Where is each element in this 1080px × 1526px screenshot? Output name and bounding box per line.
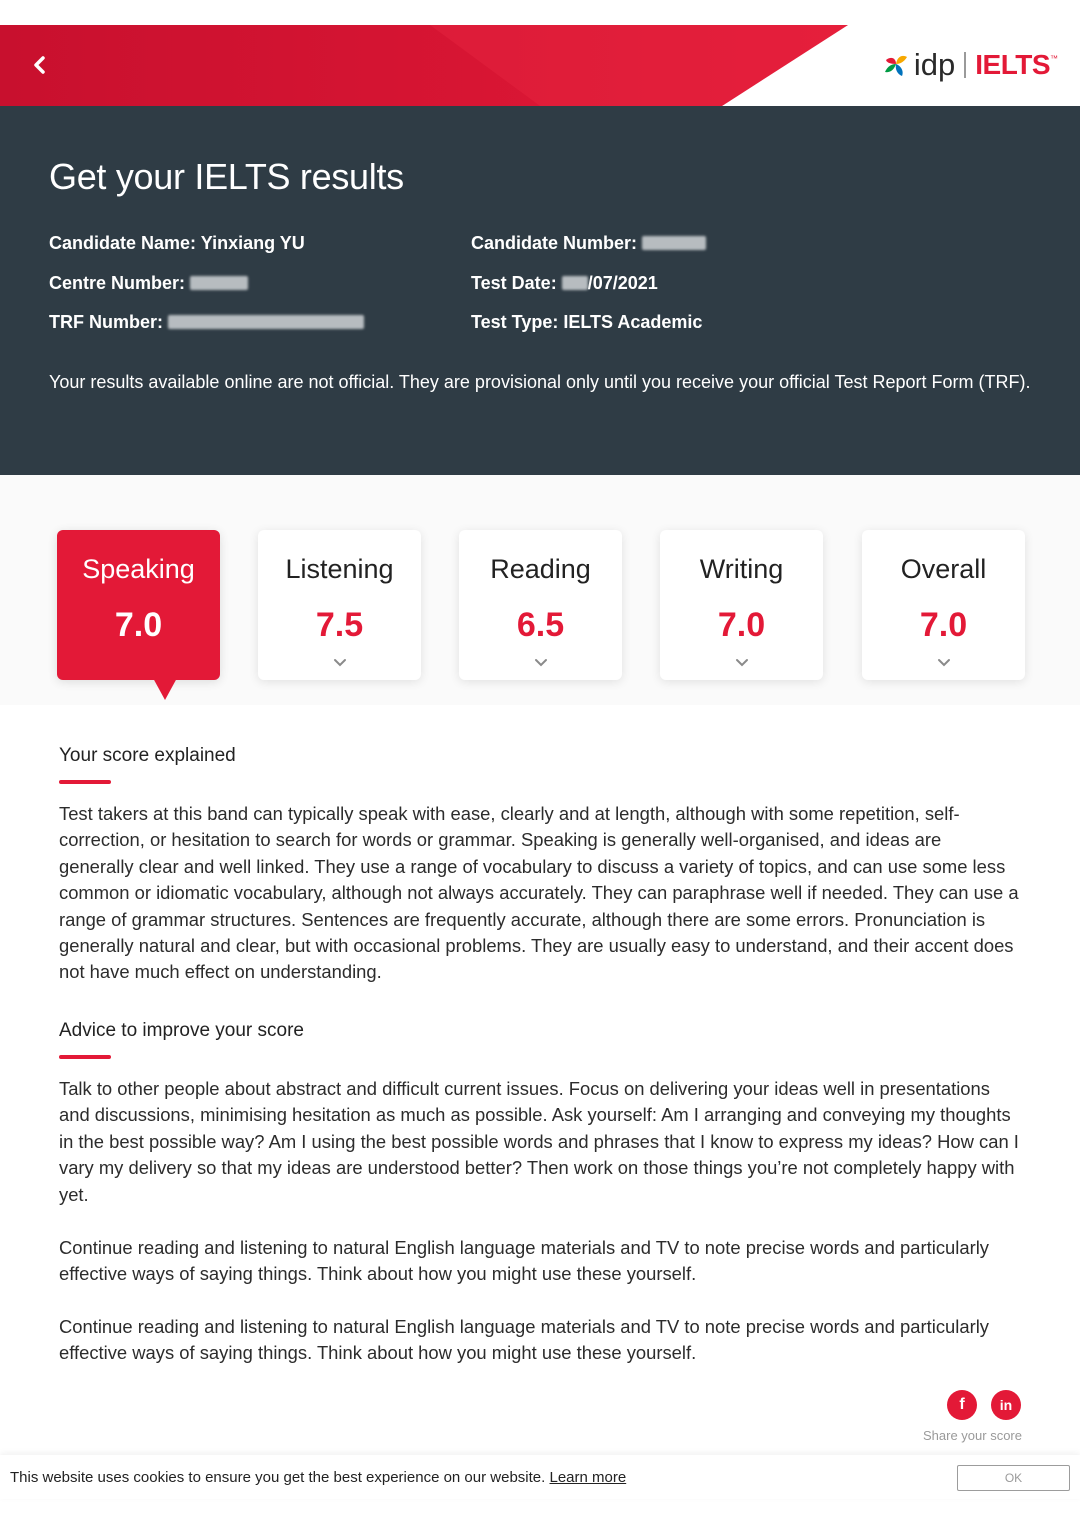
centre-number-label: Centre Number:	[49, 273, 186, 293]
chevron-left-icon	[22, 47, 58, 83]
score-card-writing[interactable]	[660, 530, 823, 680]
centre-number-row	[49, 273, 248, 294]
trf-number-label: TRF Number:	[49, 312, 163, 332]
back-button[interactable]	[22, 47, 58, 83]
test-date-label: Test Date:	[471, 273, 557, 293]
top-header	[0, 25, 1080, 106]
idp-ielts-logo	[882, 45, 1058, 85]
cookie-banner	[0, 1455, 1080, 1499]
test-date-value: /07/2021	[587, 273, 658, 293]
results-info-panel	[0, 106, 1080, 475]
score-explained-text: Test takers at this band can typically speak with ease, clearly and at length, although with some repetition, self-correction, or hesitation to search for words or grammar. Speaking is generally well-organised, and ideas are generally clear and well linked. They use a range of vocabulary to discuss a variety of topics, and can use some less common or idiomatic vocabulary, although not always accurately. They can paraphrase well if needed. They can use a range of grammar structures. Sentences are frequently accurate, although there are some errors. Pronunciation is generally natural and clear, but with occasional problems. They are usually easy to understand, and their accent does not have much effect on understanding.	[59, 803, 1019, 983]
score-card-reading[interactable]	[459, 530, 622, 680]
advice-paragraph: Talk to other people about abstract and difficult current issues. Focus on delivering your ideas well in presentations and discussions, minimising hesitation as much as possible. Ask yourself: Am I arranging and conveying my thoughts in the best possible way? Am I using the best possible words and phrases that I know to express my ideas? How can I vary my delivery so that my ideas are understood better? Then work on those things you’re not completely happy with yet.	[59, 1078, 1019, 1205]
candidate-name-value: Yinxiang YU	[200, 233, 305, 253]
share-label: Share your score	[923, 1428, 1022, 1443]
chevron-down-icon	[937, 658, 951, 668]
heading-underline	[59, 1055, 111, 1059]
score-card-label: Listening	[285, 554, 394, 584]
header-red-banner	[0, 25, 860, 106]
chevron-down-icon	[534, 658, 548, 668]
chevron-down-icon	[735, 658, 749, 668]
candidate-name-label: Candidate Name:	[49, 233, 197, 253]
facebook-share-button[interactable]	[947, 1390, 977, 1420]
advice-paragraph: Continue reading and listening to natural English language materials and TV to note precise words and particularly effective ways of saying things. Think about how you might use these yourself.	[59, 1316, 989, 1364]
score-card-label: Overall	[900, 554, 987, 584]
score-cards-area	[0, 475, 1080, 705]
cookie-text: This website uses cookies to ensure you get the best experience on our website.	[10, 1469, 546, 1486]
score-card-label: Writing	[699, 554, 784, 584]
candidate-name-row	[49, 233, 305, 254]
advice-heading: Advice to improve your score	[59, 1020, 304, 1041]
provisional-disclaimer: Your results available online are not official. They are provisional only until you receive your official Test Report Form (TRF).	[49, 372, 1031, 392]
logo-ielts-text: IELTS	[975, 49, 1050, 80]
candidate-number-row	[471, 233, 706, 254]
test-type-label: Test Type:	[471, 312, 559, 332]
logo-separator	[964, 52, 966, 78]
score-card-value: 6.5	[516, 606, 565, 644]
test-date-row	[471, 273, 658, 294]
facebook-icon: f	[959, 1396, 965, 1413]
test-type-row	[471, 312, 702, 333]
score-card-overall[interactable]	[862, 530, 1025, 680]
linkedin-icon: in	[999, 1397, 1013, 1413]
idp-flower-icon	[882, 51, 910, 79]
score-card-value: 7.5	[315, 606, 364, 644]
advice-paragraph: Continue reading and listening to natural English language materials and TV to note precise words and particularly effective ways of saying things. Think about how you might use these yourself.	[59, 1237, 989, 1285]
score-card-speaking[interactable]	[57, 530, 220, 680]
active-card-pointer	[153, 678, 177, 700]
heading-underline	[59, 780, 111, 784]
page-title: Get your IELTS results	[49, 156, 404, 197]
score-card-value: 7.0	[717, 606, 766, 644]
cookie-message	[10, 1469, 626, 1486]
score-card-value: 7.0	[919, 606, 968, 644]
share-score	[912, 1390, 1022, 1450]
score-explained-heading: Your score explained	[59, 745, 236, 766]
linkedin-share-button[interactable]	[991, 1390, 1021, 1420]
centre-number-redacted	[190, 276, 248, 290]
cookie-ok-button[interactable]: OK	[957, 1465, 1070, 1491]
score-card-value: 7.0	[114, 606, 163, 644]
candidate-number-label: Candidate Number:	[471, 233, 638, 253]
logo-trademark: ™	[1050, 53, 1058, 63]
logo-idp-text: idp	[913, 47, 956, 82]
test-date-day-redacted	[562, 276, 588, 290]
score-card-label: Reading	[490, 554, 591, 584]
score-card-label: Speaking	[82, 554, 195, 584]
test-type-value: IELTS Academic	[563, 312, 703, 332]
trf-number-redacted	[168, 315, 364, 329]
trf-number-row	[49, 312, 364, 333]
score-card-listening[interactable]	[258, 530, 421, 680]
candidate-number-redacted	[642, 236, 706, 250]
chevron-down-icon	[333, 658, 347, 668]
learn-more-link[interactable]: Learn more	[549, 1469, 627, 1486]
